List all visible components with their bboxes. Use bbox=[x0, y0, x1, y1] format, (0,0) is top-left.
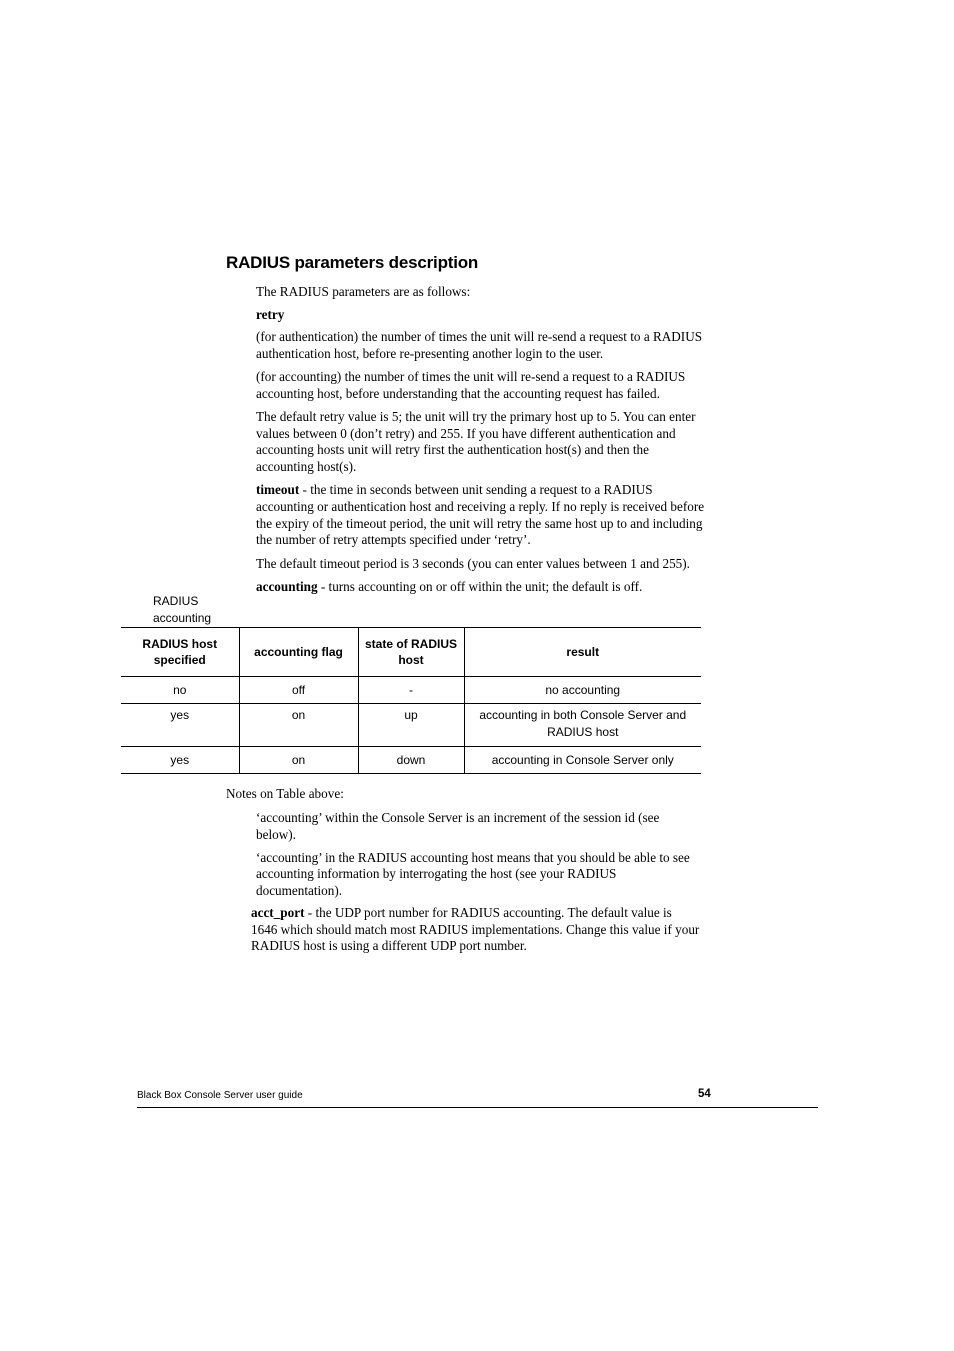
section-heading: RADIUS parameters description bbox=[226, 253, 479, 272]
table-row bbox=[121, 704, 701, 747]
table-caption bbox=[153, 593, 213, 626]
retry-authentication-paragraph: (for authentication) the number of times the unit will re-send a request to a RADIUS authentication host, before re-presenting another login to the user. bbox=[256, 329, 703, 361]
intro-paragraph: The RADIUS parameters are as follows: bbox=[256, 284, 471, 299]
table-cell: yes bbox=[121, 747, 239, 774]
footer-guide-title: Black Box Console Server user guide bbox=[137, 1090, 303, 1101]
accounting-label: accounting bbox=[256, 578, 318, 594]
footer-page-number: 54 bbox=[698, 1088, 711, 1100]
retry-label: retry bbox=[256, 306, 285, 322]
radius-accounting-table bbox=[121, 627, 701, 774]
footer-divider bbox=[137, 1107, 818, 1108]
table-cell: accounting in Console Server only bbox=[464, 747, 701, 774]
accounting-text: - turns accounting on or off within the unit; the default is off. bbox=[317, 578, 643, 594]
table-row bbox=[121, 677, 701, 704]
table-cell: on bbox=[239, 704, 358, 747]
note-item: ‘accounting’ in the RADIUS accounting host means that you should be able to see accounting information by interrogating the host (see your RADIUS documentation). bbox=[256, 849, 690, 898]
retry-accounting-paragraph: (for accounting) the number of times the unit will re-send a request to a RADIUS accounting host, before understanding that the accounting request has failed. bbox=[256, 369, 686, 401]
table-header-row bbox=[121, 628, 701, 677]
table-cell: accounting in both Console Server and RADIUS host bbox=[464, 704, 701, 747]
table-cell: yes bbox=[121, 704, 239, 747]
parameters-body bbox=[256, 284, 706, 602]
notes-heading: Notes on Table above: bbox=[226, 786, 344, 801]
acct-port-text: - the UDP port number for RADIUS accounting. The default value is 1646 which should match most RADIUS implementations. Change this value if your RADIUS host is using a different UDP port number. bbox=[251, 905, 700, 954]
timeout-default-paragraph: The default timeout period is 3 seconds (you can enter values between 1 and 255). bbox=[256, 555, 690, 571]
table-cell: off bbox=[239, 677, 358, 704]
table-cell: on bbox=[239, 747, 358, 774]
timeout-text: - the time in seconds between unit sending a request to a RADIUS accounting or authentication host and receiving a reply. If no reply is received before the expiry of the timeout period, the unit will retry the same host up to and including the number of retry attempts specified under ‘retry’. bbox=[256, 482, 705, 548]
header-radius-host-specified: RADIUS host specified bbox=[121, 628, 239, 677]
notes-list bbox=[256, 810, 701, 906]
acct-port-paragraph bbox=[251, 905, 701, 955]
header-accounting-flag: accounting flag bbox=[239, 628, 358, 677]
table-cell: up bbox=[358, 704, 464, 747]
header-state-of-radius-host: state of RADIUS host bbox=[358, 628, 464, 677]
table-row bbox=[121, 747, 701, 774]
accounting-paragraph bbox=[256, 579, 706, 596]
acct-port-label: acct_port bbox=[251, 905, 305, 920]
timeout-label: timeout bbox=[256, 482, 300, 498]
header-result: result bbox=[464, 628, 701, 677]
table-caption-text: RADIUS accounting bbox=[153, 594, 212, 625]
table-cell: no bbox=[121, 677, 239, 704]
note-item: ‘accounting’ within the Console Server is an increment of the session id (see below). bbox=[256, 810, 660, 842]
table-cell: - bbox=[358, 677, 464, 704]
table-cell: no accounting bbox=[464, 677, 701, 704]
timeout-paragraph bbox=[256, 482, 706, 548]
retry-default-paragraph: The default retry value is 5; the unit will try the primary host up to 5. You can enter values between 0 (don’t retry) and 255. If you have different authentication and accounting hosts unit will retry first the authentication host(s) and then the accounting host(s). bbox=[256, 409, 696, 474]
table-cell: down bbox=[358, 747, 464, 774]
